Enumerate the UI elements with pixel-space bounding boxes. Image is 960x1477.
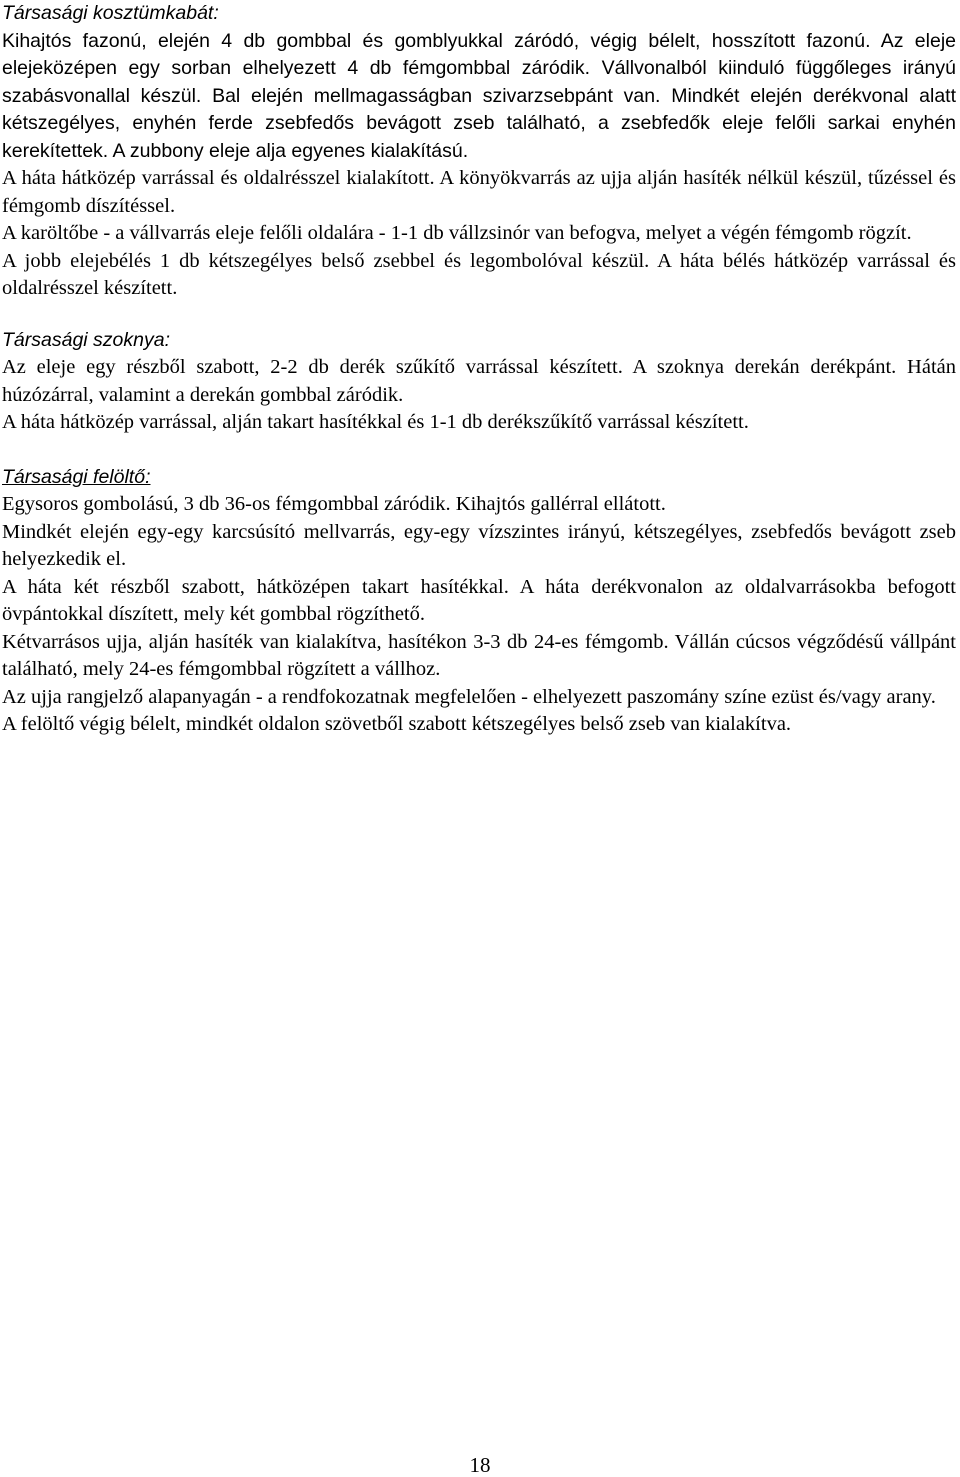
section-title: Társasági szoknya: xyxy=(2,328,170,351)
section-kosztumkabat xyxy=(2,0,956,303)
paragraph: Kétvarrásos ujja, alján hasíték van kialakítva, hasítékon 3-3 db 24-es fémgomb. Vállán cúcsos végződésű vállpánt található, mely 24-es fémgombbal rögzített a vállhoz. xyxy=(2,630,956,680)
paragraph: Az ujja rangjelző alapanyagán - a rendfokozatnak megfelelően - elhelyezett paszomány színe ezüst és/vagy arany. xyxy=(2,685,936,708)
page-number: 18 xyxy=(469,1453,491,1477)
section-spacer xyxy=(2,303,956,327)
paragraph: Az eleje egy részből szabott, 2-2 db derék szűkítő varrással készített. A szoknya derekán derékpánt. Hátán húzózárral, valamint a derekán gombbal záródik. xyxy=(2,356,956,406)
paragraph: A jobb elejebélés 1 db kétszegélyes belső zsebbel és legombolóval készül. A háta bélés hátközép varrással és oldalrésszel készített. xyxy=(2,249,956,299)
section-feloltok xyxy=(2,464,956,739)
document-page xyxy=(2,0,956,739)
paragraph: A háta hátközép varrással és oldalrésszel kialakított. A könyökvarrás az ujja alján hasíték nélkül készül, tűzéssel és fémgomb díszítéssel. xyxy=(2,167,956,217)
section-title: Társasági felöltő: xyxy=(2,465,151,488)
paragraph: Mindkét elején egy-egy karcsúsító mellvarrás, egy-egy vízszintes irányú, kétszegélyes, zsebfedős bevágott zseb helyezkedik el. xyxy=(2,520,956,570)
paragraph: A háta két részből szabott, hátközépen takart hasítékkal. A háta derékvonalon az oldalvarrásokba befogott övpántokkal díszített, mely két gombbal rögzíthető. xyxy=(2,575,956,625)
paragraph: Kihajtós fazonú, elején 4 db gombbal és gomblyukkal záródó, végig bélelt, hosszított fazonú. Az eleje elejeközépen egy sorban elhelyezett 4 db fémgombbal záródik. Vállvonalból kiinduló függőleges irányú szabásvonallal készül. Bal elején mellmagasságban szivarzsebpánt van. Mindkét elején derékvonal alatt kétszegélyes, enyhén ferde zsebfedős bevágott zseb található, a zsebfedők eleje felőli sarkai enyhén kerekítettek. A zubbony eleje alja egyenes kialakítású. xyxy=(2,29,956,162)
section-szoknya xyxy=(2,327,956,437)
section-spacer xyxy=(2,437,956,464)
paragraph: A karöltőbe - a vállvarrás eleje felőli oldalára - 1-1 db vállzsinór van befogva, melyet a végén fémgomb rögzít. xyxy=(2,222,912,244)
paragraph: Egysoros gombolású, 3 db 36-os fémgombbal záródik. Kihajtós gallérral ellátott. xyxy=(2,493,666,515)
section-title: Társasági kosztümkabát: xyxy=(2,2,219,24)
paragraph: A háta hátközép varrással, alján takart hasítékkal és 1-1 db derékszűkítő varrással készített. xyxy=(2,411,749,433)
paragraph: A felöltő végig bélelt, mindkét oldalon szövetből szabott kétszegélyes belső zseb van kialakítva. xyxy=(2,713,792,735)
